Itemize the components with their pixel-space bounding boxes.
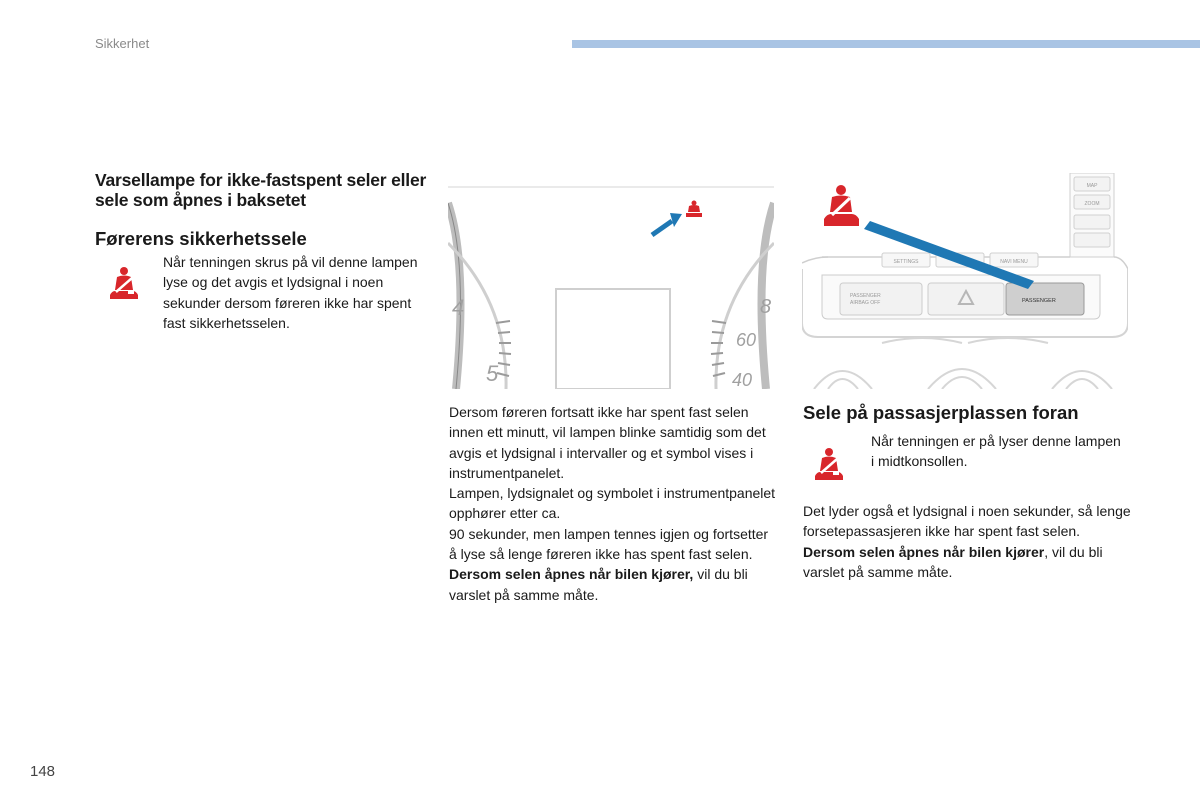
middle-column-text	[449, 402, 779, 605]
passenger-extra-text	[803, 501, 1133, 582]
passenger-section-title: Sele på passasjerplassen foran	[803, 402, 1079, 423]
gauge-number: 60	[736, 330, 757, 350]
driver-description: Når tenningen skrus på vil denne lampen lyse og det avgis et lydsignal i noen sekunder dersom føreren ikke har spent fast sikkerhetsselen.	[163, 254, 418, 331]
gauge-number: 8	[760, 296, 772, 318]
section-label: Sikkerhet	[95, 36, 150, 51]
seatbelt-warning-icon	[106, 266, 142, 302]
bold-lead: Dersom selen åpnes når bilen kjører	[803, 543, 1045, 560]
paragraph: Det lyder også et lydsignal i noen sekunder, så lenge forsetepassasjeren ikke har spent fast selen.	[803, 503, 1131, 540]
instrument-cluster-illustration	[448, 183, 774, 389]
paragraph: Dersom føreren fortsatt ikke har spent fast selen innen ett minutt, vil lampen blinke samtidig som det avgis et lydsignal i intervaller og et symbol vises i instrumentpanelet.	[449, 404, 766, 481]
svg-text:PASSENGER: PASSENGER	[850, 293, 881, 299]
console-button-label: MAP	[1086, 183, 1098, 189]
console-button-label: PASSENGER	[1022, 298, 1056, 304]
page-title: Varsellampe for ikke-fastspent seler eller sele som åpnes i baksetet	[95, 170, 427, 210]
console-button-label: ZOOM	[1084, 201, 1100, 207]
page-number: 148	[30, 763, 56, 780]
driver-section-title: Førerens sikkerhetssele	[95, 228, 307, 249]
paragraph-text: vil du bli varslet på samme måte.	[449, 566, 748, 603]
paragraph-text: , vil du bli varslet på samme måte.	[803, 543, 1103, 580]
paragraph-text: 90 sekunder, men lampen tennes igjen og fortsetter å lyse så lenge føreren ikke has spent fast selen.	[449, 525, 769, 563]
gauge-number: 4	[452, 295, 465, 320]
console-button-label: NAVI MENU	[1000, 259, 1028, 265]
console-button-label: SETTINGS	[893, 259, 919, 265]
paragraph	[449, 564, 779, 605]
console-button-label: AIRBAG OFF	[850, 300, 881, 306]
gauge-number: 40	[732, 370, 753, 389]
paragraph: Lampen, lydsignalet og symbolet i instrumentpanelet opphører etter ca.	[449, 485, 776, 522]
paragraph	[449, 524, 779, 565]
bold-lead: Dersom selen åpnes når bilen kjører,	[449, 566, 694, 583]
gauge-number: 5	[486, 361, 499, 386]
header-bar	[572, 40, 1200, 48]
paragraph	[803, 542, 1133, 583]
center-console-illustration	[802, 173, 1128, 389]
seatbelt-warning-icon	[811, 447, 847, 483]
passenger-description: Når tenningen er på lyser denne lampen i midtkonsollen.	[871, 433, 1121, 470]
